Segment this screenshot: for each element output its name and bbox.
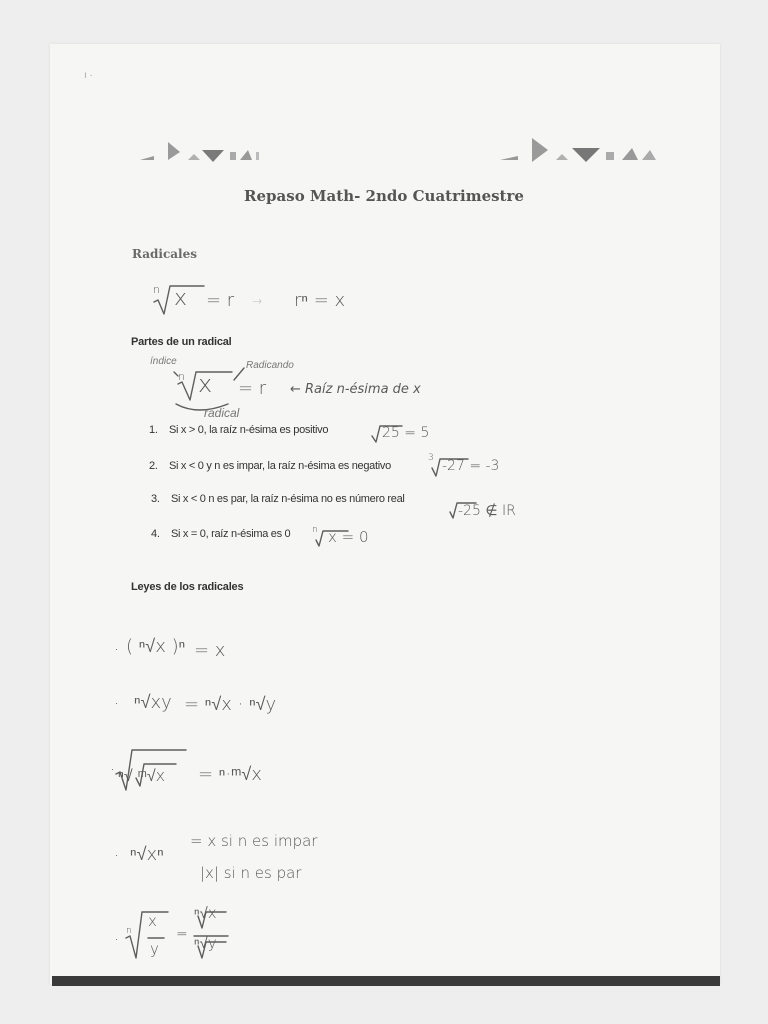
parts-equals-r: = r (238, 378, 267, 399)
definition-index: n (153, 283, 160, 296)
definition-equals-r: = r (206, 290, 235, 311)
law-3-lhs: ⁿ√ ᵐ√x (118, 766, 166, 785)
law-1-lhs: ( ⁿ√x )ⁿ (126, 636, 186, 657)
law-4-rhs-2: |x| si n es par (200, 864, 302, 882)
heading-partes: Partes de un radical (131, 336, 232, 348)
law-5-lhs-index: n (126, 926, 132, 936)
law-3-bullet: · (110, 760, 116, 779)
law-5-rhs-numerator: ⁿ√x (194, 904, 217, 922)
rule-3-text: Si x < 0 n es par, la raíz n-ésima no es número real (171, 493, 405, 505)
rule-2-text: Si x < 0 y n es impar, la raíz n-ésima es negativo (169, 460, 391, 472)
rule-1-example: 25 = 5 (382, 425, 430, 441)
law-5-lhs-denominator: y (150, 940, 159, 958)
law-1-bullet: · (114, 640, 120, 659)
rule-3-number: 3. (151, 493, 160, 505)
heading-radicales: Radicales (132, 247, 198, 261)
law-5-equals: = (176, 926, 188, 942)
rule-2-example: -27 = -3 (442, 458, 500, 474)
scan-bottom-edge (52, 976, 720, 986)
parts-radicand: x (198, 370, 213, 398)
rule-1-text: Si x > 0, la raíz n-ésima es positivo (169, 424, 329, 436)
rule-3-example: -25 ∉ IR (458, 503, 516, 519)
parts-note: ← Raíz n-ésima de x (290, 382, 421, 397)
rule-2-example-index: 3 (428, 453, 434, 463)
law-2-lhs: ⁿ√xy (134, 692, 172, 713)
paper-sheet (50, 44, 720, 984)
law-5-bullet: · (114, 930, 120, 949)
definition-radicand: x (174, 286, 188, 311)
heading-leyes: Leyes de los radicales (131, 581, 244, 593)
parts-index: n (178, 370, 185, 383)
law-1-rhs: = x (194, 640, 226, 661)
definition-rhs: rⁿ = x (294, 290, 346, 311)
law-5-rhs-denominator: ⁿ√y (194, 934, 217, 952)
label-indice: índice (150, 356, 177, 367)
rule-1-number: 1. (149, 424, 158, 436)
rule-4-example-index: n (312, 525, 318, 535)
rule-4-example: x = 0 (328, 528, 369, 546)
rule-4-text: Si x = 0, raíz n-ésima es 0 (171, 528, 291, 540)
definition-arrow: → (252, 294, 263, 308)
law-2-rhs: = ⁿ√x · ⁿ√y (184, 694, 277, 715)
label-radicando: Radicando (246, 360, 294, 371)
document-title: Repaso Math- 2ndo Cuatrimestre (244, 187, 524, 205)
label-radical: radical (204, 406, 240, 420)
law-5-lhs-numerator: x (148, 912, 157, 930)
scan-mark: ı · (84, 70, 93, 81)
header-decoration-left-icon (140, 138, 280, 168)
law-3-rhs: = ⁿ·ᵐ√x (198, 764, 262, 785)
law-4-rhs: = x si n es impar (190, 832, 318, 850)
law-4-bullet: · (114, 846, 120, 865)
header-decoration-right-icon (500, 138, 670, 168)
law-4-lhs: ⁿ√xⁿ (130, 844, 164, 865)
rule-2-number: 2. (149, 460, 158, 472)
rule-4-number: 4. (151, 528, 160, 540)
law-2-bullet: · (114, 694, 120, 713)
